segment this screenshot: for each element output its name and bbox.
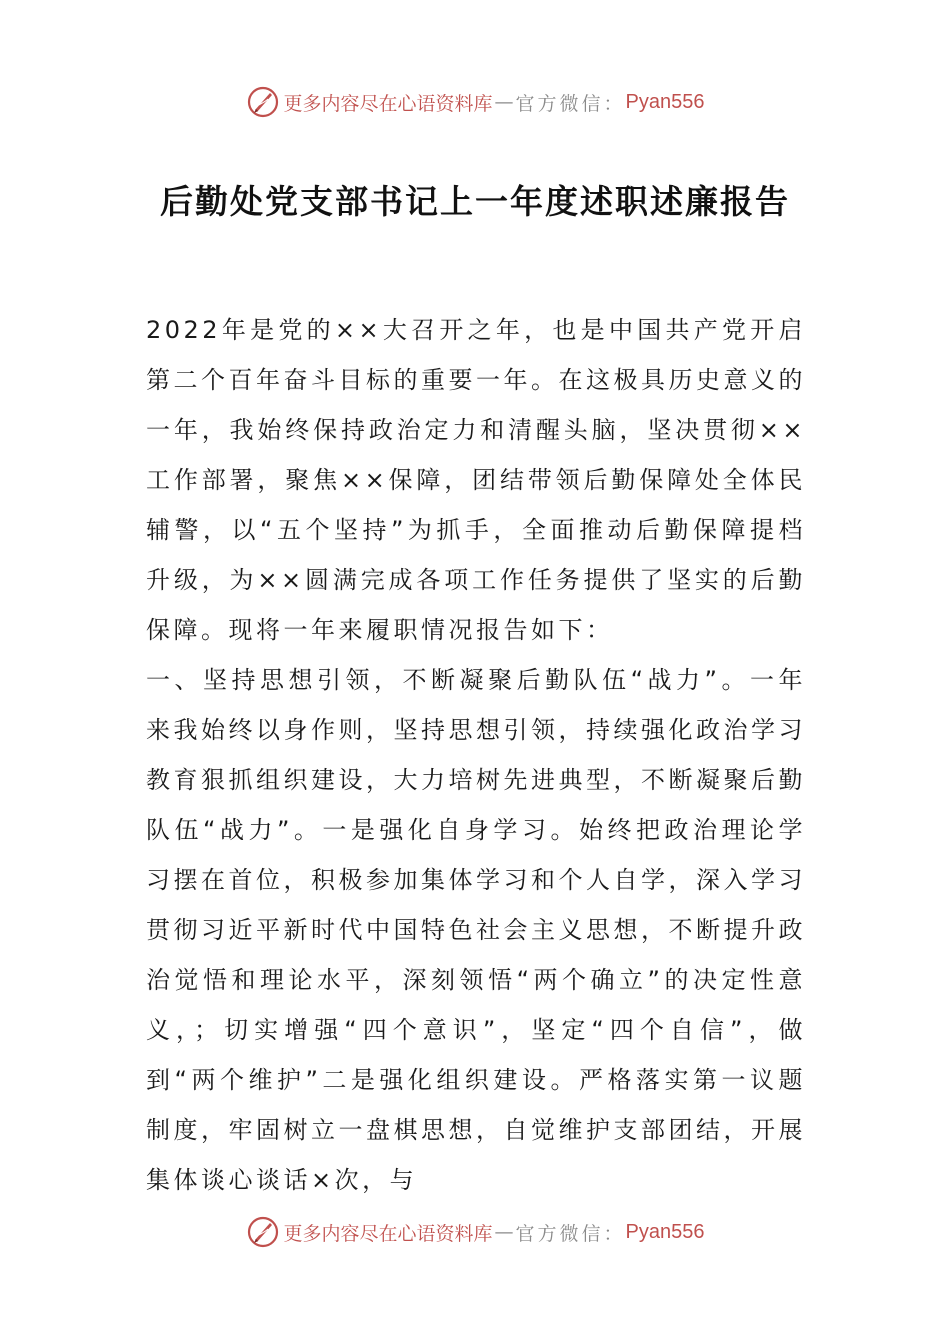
banner-wechat-id: Pyan556 — [625, 1220, 705, 1243]
banner-wechat-label: 官方微信： — [515, 1222, 626, 1245]
banner-brand-text: 更多内容尽在心语资料库 — [283, 92, 493, 115]
document-title: 后勤处党支部书记上一年度述职述廉报告 — [160, 182, 790, 221]
banner-separator: — — [494, 1221, 514, 1243]
banner-wechat-label: 官方微信： — [515, 92, 626, 115]
quill-logo-icon — [246, 85, 280, 119]
footer-banner — [0, 1212, 950, 1252]
banner-separator: — — [494, 91, 514, 113]
banner-wechat-id: Pyan556 — [625, 90, 705, 113]
header-banner — [0, 82, 950, 122]
document-body — [146, 305, 806, 1205]
paragraph-intro: 2022年是党的××大召开之年，也是中国共产党开启第二个百年奋斗目标的重要一年。在这极具历史意义的一年，我始终保持政治定力和清醒头脑，坚决贯彻××工作部署，聚焦××保障，团结带领后勤保障处全体民辅警，以“五个坚持”为抓手，全面推动后勤保障提档升级，为××圆满完成各项工作任务提供了坚实的后勤保障。现将一年来履职情况报告如下： — [146, 316, 806, 644]
quill-logo-icon — [246, 1215, 280, 1249]
banner-brand-text: 更多内容尽在心语资料库 — [283, 1222, 493, 1245]
paragraph-section-1: 一、坚持思想引领，不断凝聚后勤队伍“战力”。一年来我始终以身作则，坚持思想引领，持续强化政治学习教育狠抓组织建设，大力培树先进典型，不断凝聚后勤队伍“战力”。一是强化自身学习。始终把政治理论学习摆在首位，积极参加集体学习和个人自学，深入学习贯彻习近平新时代中国特色社会主义思想，不断提升政治觉悟和理论水平，深刻领悟“两个确立”的决定性意义，；切实增强“四个意识”，坚定“四个自信”，做到“两个维护”二是强化组织建设。严格落实第一议题制度，牢固树立一盘棋思想，自觉维护支部团结，开展集体谈心谈话×次，与 — [146, 666, 806, 1194]
